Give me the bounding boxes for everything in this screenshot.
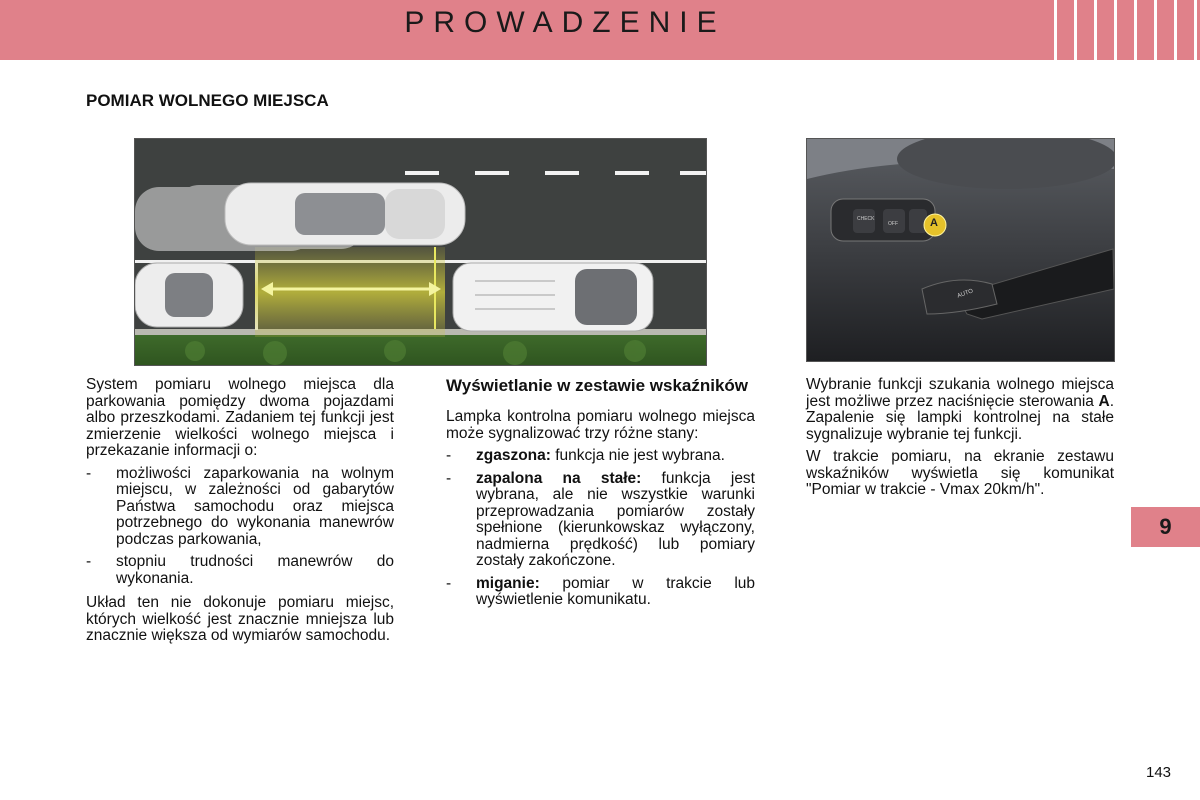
page-header [0, 0, 1200, 60]
col3-paragraph-1: Wybranie funkcji szukania wolnego miejsca jest możliwe przez naciśnięcie sterowania A. Zapalenie się lampki kontrolnej na stałe sygnalizuje wybranie tej funkcji. [806, 376, 1114, 443]
col3-paragraph-2: W trakcie pomiaru, na ekranie zestawu wskaźników wyświetla się komunikat "Pomiar w trakcie - Vmax 20km/h". [806, 448, 1114, 498]
state-list [446, 448, 755, 609]
page-title: PROWADZENIE [404, 6, 726, 39]
col2-intro: Lampka kontrolna pomiaru wolnego miejsca może sygnalizować trzy różne stany: [446, 408, 755, 442]
off-button-label: OFF [888, 221, 898, 227]
column-right [806, 377, 1114, 505]
list-item: - zapalona na stałe: funkcja jest wybrana, ale nie wszystkie warunki przeprowadzania pomiarów zostały spełnione (kierunkowskaz wyłączony, nadmierna prędkość) lub pomiary zostały zakończone. [446, 469, 755, 569]
col2-heading: Wyświetlanie w zestawie wskaźników [446, 376, 749, 395]
chapter-tab: 9 [1131, 507, 1200, 547]
list-item: - zgaszona: funkcja nie jest wybrana. [446, 447, 725, 464]
section-title: POMIAR WOLNEGO MIEJSCA [86, 91, 329, 110]
list-item: - możliwości zaparkowania na wolnym miejscu, w zależności od gabarytów Państwa samochodu oraz miejsca potrzebnego do wykonania manewrów podczas parkowania, [86, 464, 394, 548]
col1-intro: System pomiaru wolnego miejsca dla parkowania pomiędzy dwoma pojazdami albo przeszkodami. Zadaniem tej funkcji jest zmierzenie wielkości wolnego miejsca i przekazanie informacji o: [86, 376, 394, 459]
parking-illustration [134, 138, 707, 366]
check-button-label: CHECK [857, 216, 875, 222]
dashboard-illustration [806, 138, 1115, 362]
column-left [86, 377, 394, 651]
header-stripes [1050, 0, 1200, 60]
col1-bullet-list [86, 466, 394, 588]
stalk-auto-label: AUTO [956, 288, 975, 300]
list-item: - miganie: pomiar w trakcie lub wyświetlenie komunikatu. [446, 574, 755, 608]
callout-a-label: A [930, 217, 938, 229]
list-item: - stopniu trudności manewrów do wykonania. [86, 553, 394, 587]
col1-outro: Układ ten nie dokonuje pomiaru miejsc, których wielkość jest znacznie mniejsza lub znacznie większa od wymiarów samochodu. [86, 594, 394, 644]
column-middle [446, 377, 755, 617]
page-number: 143 [1146, 764, 1172, 781]
